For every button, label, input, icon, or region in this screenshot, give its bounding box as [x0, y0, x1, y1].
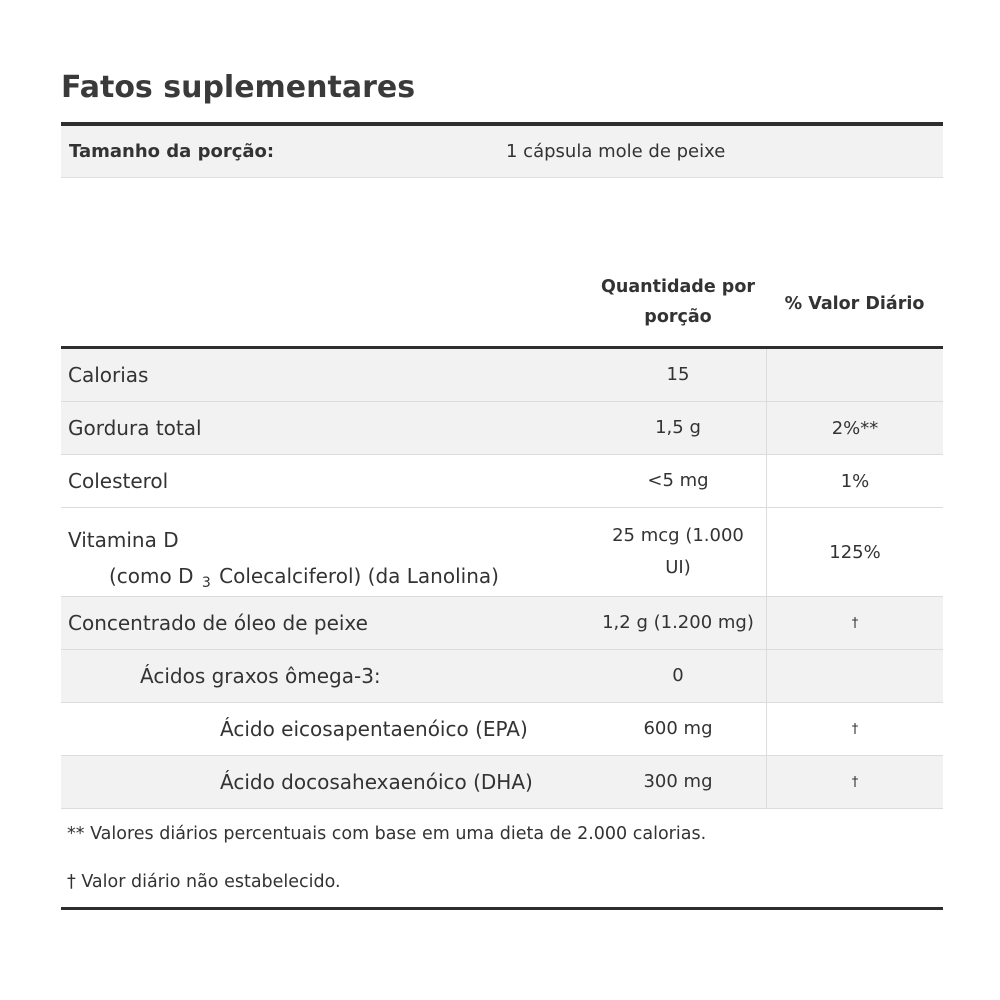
- nutrient-daily-value: 125%: [766, 508, 943, 596]
- amount-line2: UI): [665, 557, 691, 578]
- table-row: [61, 455, 943, 508]
- nutrient-amount: [590, 508, 766, 596]
- nutrient-name: Concentrado de óleo de peixe: [68, 611, 368, 635]
- nutrient-amount: <5 mg: [647, 470, 709, 491]
- bottom-divider: [61, 907, 943, 910]
- nutrient-daily-value: †: [766, 703, 943, 755]
- nutrient-name: [68, 522, 499, 597]
- nutrient-amount: 15: [666, 364, 690, 385]
- table-row: [61, 703, 943, 756]
- nutrient-name-main: Vitamina D: [68, 528, 179, 552]
- table-row: [61, 597, 943, 650]
- nutrient-daily-value: †: [766, 756, 943, 808]
- amount-per-serving-header: [590, 272, 766, 332]
- nutrient-source-note: (como D $_3$ Colecalciferol) (da Lanolina): [109, 564, 499, 591]
- amount-header-line1: Quantidade por: [601, 277, 755, 297]
- amount-line1: 25 mcg (1.000: [612, 525, 744, 546]
- amount-header-line2: porção: [644, 307, 712, 327]
- table-row: [61, 508, 943, 597]
- subscript-3: 3: [201, 575, 211, 591]
- daily-value-header: % Valor Diário: [784, 294, 925, 314]
- nutrient-amount: 600 mg: [643, 718, 713, 739]
- table-row: [61, 402, 943, 455]
- nutrient-daily-value: 2%**: [766, 402, 943, 454]
- table-row: [61, 650, 943, 703]
- nutrient-name: Calorias: [68, 363, 149, 387]
- table-row: [61, 756, 943, 809]
- nutrient-amount: 300 mg: [643, 771, 713, 792]
- nutrient-name: Colesterol: [68, 469, 169, 493]
- nutrient-amount: 1,5 g: [655, 417, 701, 438]
- nutrient-daily-value: [766, 349, 943, 401]
- nutrient-name: Ácido eicosapentaenóico (EPA): [220, 717, 528, 741]
- nutrient-amount: 0: [672, 665, 684, 686]
- nutrient-daily-value: [766, 650, 943, 702]
- page-title: Fatos suplementares: [61, 70, 416, 105]
- nutrient-name: Ácido docosahexaenóico (DHA): [220, 770, 533, 794]
- nutrient-amount: 1,2 g (1.200 mg): [602, 612, 754, 633]
- serving-size-row: [61, 126, 943, 178]
- nutrient-table: [61, 349, 943, 809]
- footnote-not-established: † Valor diário não estabelecido.: [67, 872, 341, 892]
- nutrient-name: Gordura total: [68, 416, 202, 440]
- serving-size-label: Tamanho da porção:: [69, 141, 275, 162]
- table-row: [61, 349, 943, 402]
- serving-size-value: 1 cápsula mole de peixe: [506, 141, 726, 162]
- nutrient-name: Ácidos graxos ômega-3:: [140, 664, 381, 688]
- nutrient-daily-value: †: [766, 597, 943, 649]
- footnote-daily-values: ** Valores diários percentuais com base em uma dieta de 2.000 calorias.: [67, 824, 707, 844]
- nutrient-daily-value: 1%: [766, 455, 943, 507]
